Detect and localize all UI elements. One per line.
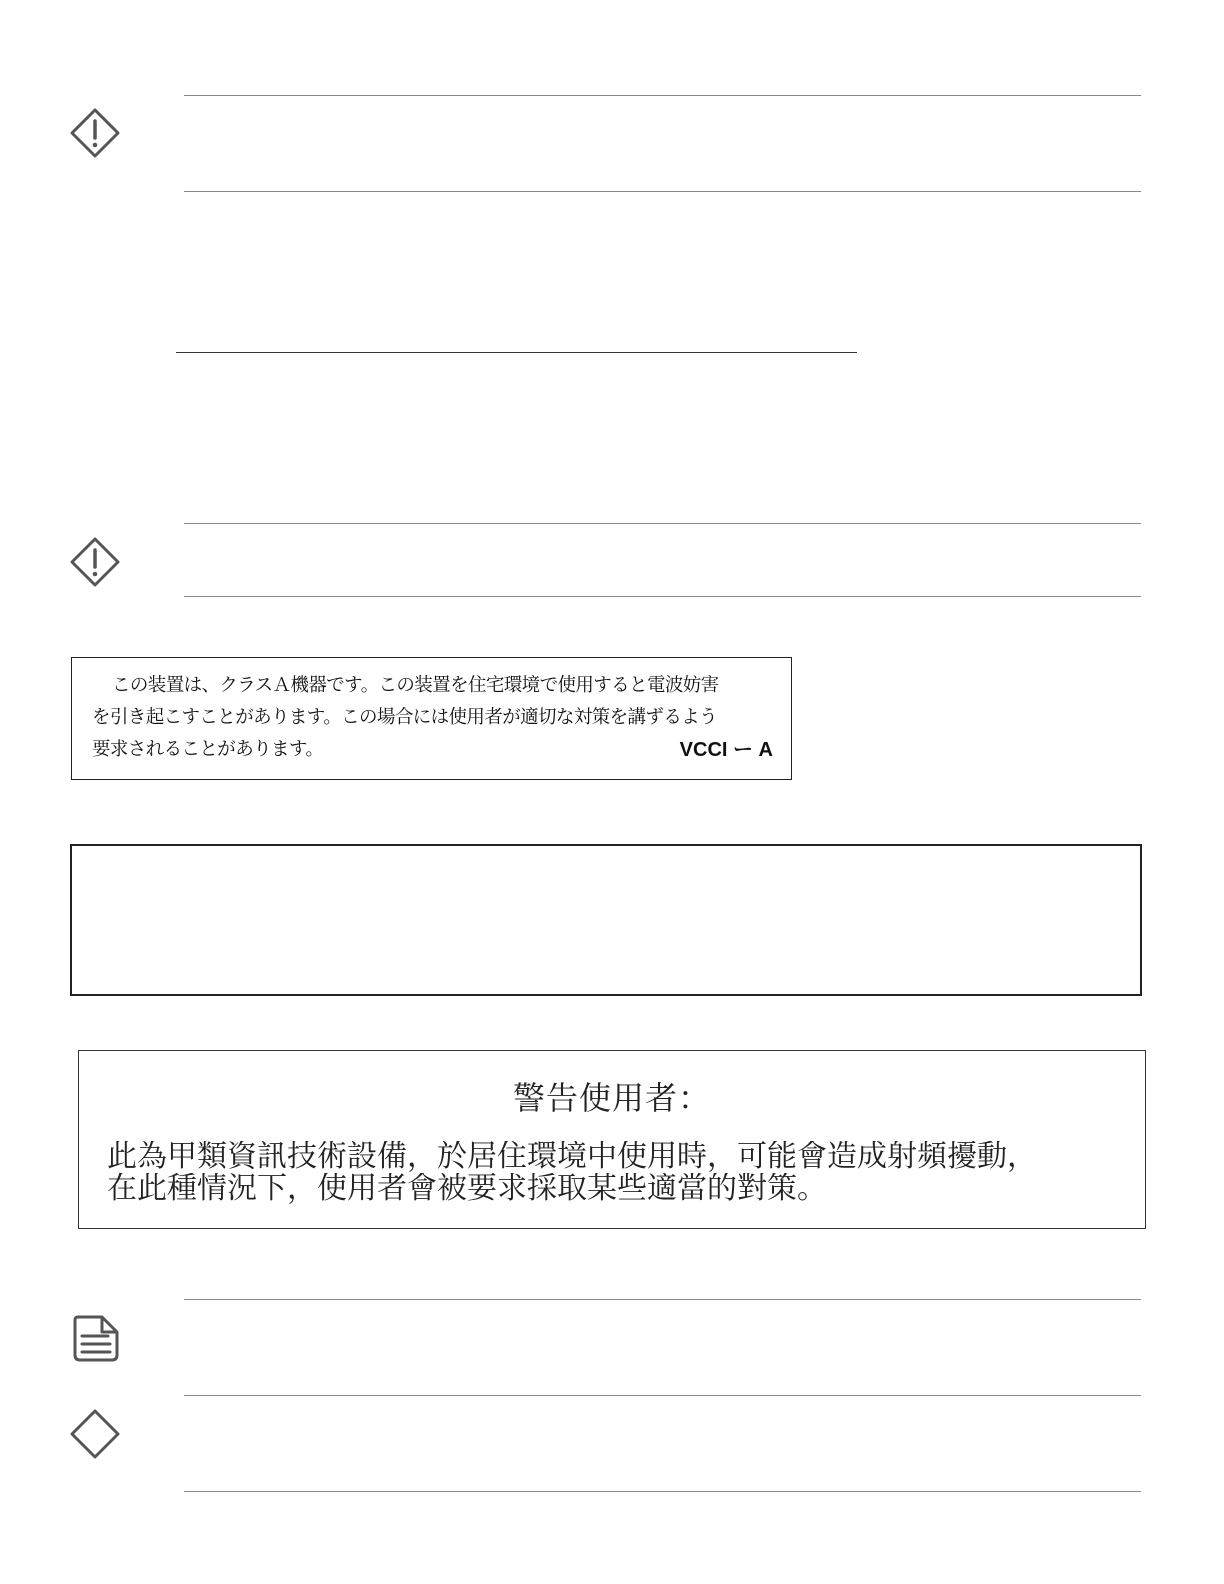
bsmi-title: 警告使用者： bbox=[512, 1079, 711, 1117]
section-divider bbox=[176, 352, 857, 353]
vcci-notice-box bbox=[71, 657, 792, 780]
warning-1-top-rule bbox=[184, 95, 1141, 96]
warning-diamond-icon bbox=[69, 107, 121, 159]
warning-2-bottom-rule bbox=[184, 596, 1141, 597]
bsmi-line-2: 在此種情況下，使用者會被要求採取某些適當的對策。 bbox=[107, 1173, 827, 1205]
vcci-class-tag: VCCI ー A bbox=[679, 739, 773, 761]
warning-diamond-icon bbox=[69, 536, 121, 588]
vcci-line-1: この装置は、クラスＡ機器です。この装置を住宅環境で使用すると電波妨害 bbox=[112, 675, 719, 696]
tip-bottom-rule bbox=[184, 1491, 1141, 1492]
vcci-line-2: を引き起こすことがあります。この場合には使用者が適切な対策を講ずるよう bbox=[92, 707, 718, 728]
vcci-last-row bbox=[92, 734, 773, 766]
vcci-line-3: 要求されることがあります。 bbox=[92, 739, 324, 760]
bsmi-line-1: 此為甲類資訊技術設備，於居住環境中使用時，可能會造成射頻擾動， bbox=[107, 1141, 1037, 1173]
note-bottom-rule bbox=[184, 1395, 1141, 1396]
bsmi-notice-box bbox=[78, 1050, 1146, 1229]
warning-2-top-rule bbox=[184, 523, 1141, 524]
warning-1-bottom-rule bbox=[184, 191, 1141, 192]
diamond-icon bbox=[69, 1408, 121, 1460]
empty-notice-box bbox=[70, 844, 1142, 996]
note-document-icon bbox=[70, 1312, 122, 1364]
note-top-rule bbox=[184, 1299, 1141, 1300]
bsmi-body bbox=[107, 1141, 1137, 1205]
